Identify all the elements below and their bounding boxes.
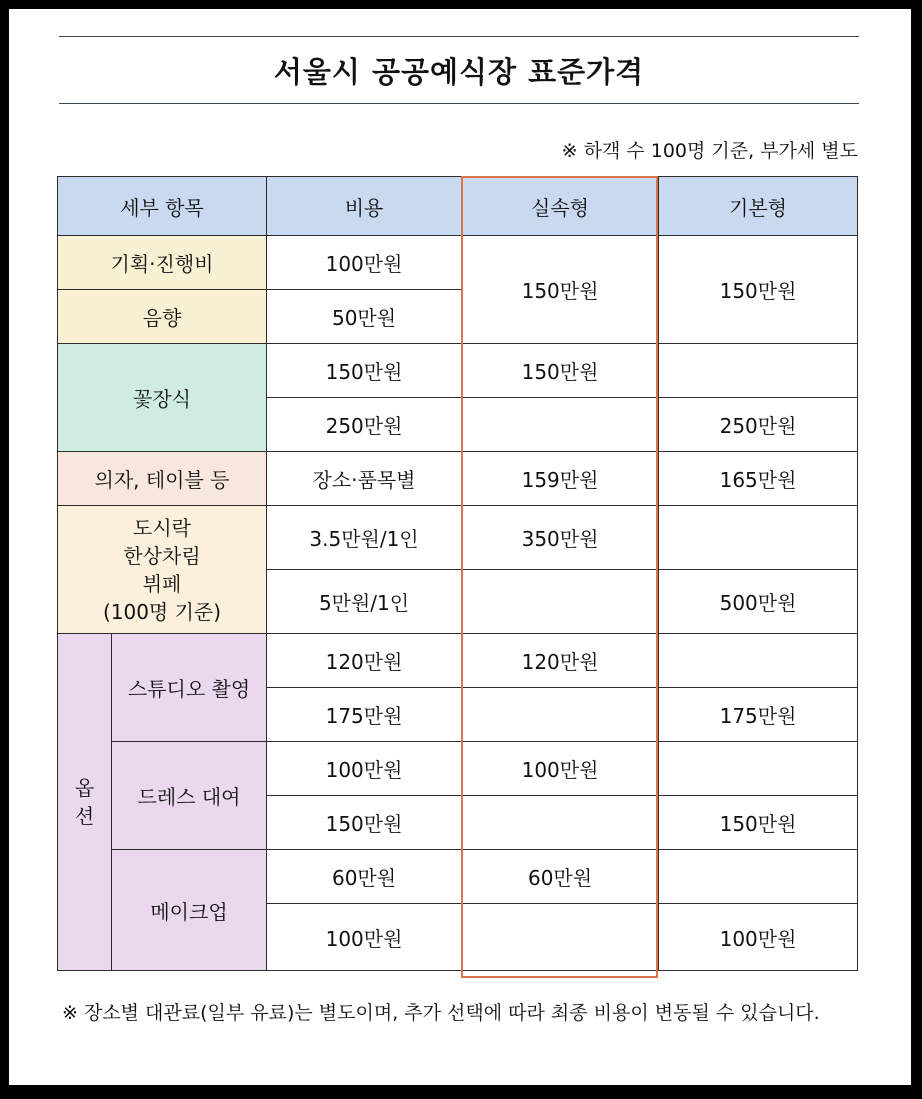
basic-flower: 150만원: [462, 344, 659, 398]
header-cost: 비용: [267, 177, 462, 236]
standard-meal-empty: [659, 506, 858, 570]
cost-sound: 50만원: [267, 290, 462, 344]
meal-line: (100명 기준): [102, 599, 222, 624]
label-meal: [58, 506, 267, 634]
option-char: 션: [74, 804, 95, 828]
basic-meal: 350만원: [462, 506, 659, 570]
standard-studio: 175만원: [659, 688, 858, 742]
cost-dress-2: 150만원: [267, 796, 462, 850]
header-item: 세부 항목: [58, 177, 267, 236]
standard-dress: 150만원: [659, 796, 858, 850]
standard-planning-sound: 150만원: [659, 236, 858, 344]
header-basic: 실속형: [462, 177, 659, 236]
meal-line: 뷔페: [142, 571, 182, 596]
cost-flower-2: 250만원: [267, 398, 462, 452]
cost-chairs: 장소·품목별: [267, 452, 462, 506]
table-row: [58, 742, 858, 796]
basic-dress: 100만원: [462, 742, 659, 796]
standard-flower-empty: [659, 344, 858, 398]
basic-makeup-empty: [462, 904, 659, 971]
cost-planning: 100만원: [267, 236, 462, 290]
option-char: 옵: [74, 776, 95, 800]
cost-flower-1: 150만원: [267, 344, 462, 398]
page-title: 서울시 공공예식장 표준가격: [273, 54, 645, 89]
cost-studio-1: 120만원: [267, 634, 462, 688]
standard-dress-empty: [659, 742, 858, 796]
cost-dress-1: 100만원: [267, 742, 462, 796]
label-makeup: 메이크업: [112, 850, 267, 971]
label-studio: 스튜디오 촬영: [112, 634, 267, 742]
cost-meal-2: 5만원/1인: [267, 570, 462, 634]
cost-studio-2: 175만원: [267, 688, 462, 742]
label-dress: 드레스 대여: [112, 742, 267, 850]
bottom-note: ※ 장소별 대관료(일부 유료)는 별도이며, 추가 선택에 따라 최종 비용이 변동될 수 있습니다.: [62, 1002, 820, 1024]
label-planning: 기획·진행비: [58, 236, 267, 290]
top-note: ※ 하객 수 100명 기준, 부가세 별도: [561, 140, 858, 162]
cost-meal-1: 3.5만원/1인: [267, 506, 462, 570]
cost-makeup-2: 100만원: [267, 904, 462, 971]
basic-dress-empty: [462, 796, 659, 850]
cost-makeup-1: 60만원: [267, 850, 462, 904]
label-sound: 음향: [58, 290, 267, 344]
basic-studio: 120만원: [462, 634, 659, 688]
table-row: [58, 850, 858, 904]
table-row: [58, 452, 858, 506]
basic-makeup: 60만원: [462, 850, 659, 904]
standard-studio-empty: [659, 634, 858, 688]
label-option: [58, 634, 112, 971]
header-row: [58, 177, 858, 236]
table-row: [58, 236, 858, 290]
basic-chairs: 159만원: [462, 452, 659, 506]
standard-meal: 500만원: [659, 570, 858, 634]
meal-line: 도시락: [133, 515, 191, 540]
table-row: [58, 344, 858, 398]
basic-studio-empty: [462, 688, 659, 742]
basic-flower-empty: [462, 398, 659, 452]
label-flower: 꽃장식: [58, 344, 267, 452]
price-table: [57, 176, 858, 971]
basic-planning-sound: 150만원: [462, 236, 659, 344]
standard-makeup: 100만원: [659, 904, 858, 971]
table-row: [58, 634, 858, 688]
header-standard: 기본형: [659, 177, 858, 236]
basic-meal-empty: [462, 570, 659, 634]
title-bar: [59, 36, 859, 104]
label-chairs: 의자, 테이블 등: [58, 452, 267, 506]
standard-flower: 250만원: [659, 398, 858, 452]
standard-makeup-empty: [659, 850, 858, 904]
meal-line: 한상차림: [123, 543, 201, 568]
standard-chairs: 165만원: [659, 452, 858, 506]
table-row: [58, 506, 858, 570]
